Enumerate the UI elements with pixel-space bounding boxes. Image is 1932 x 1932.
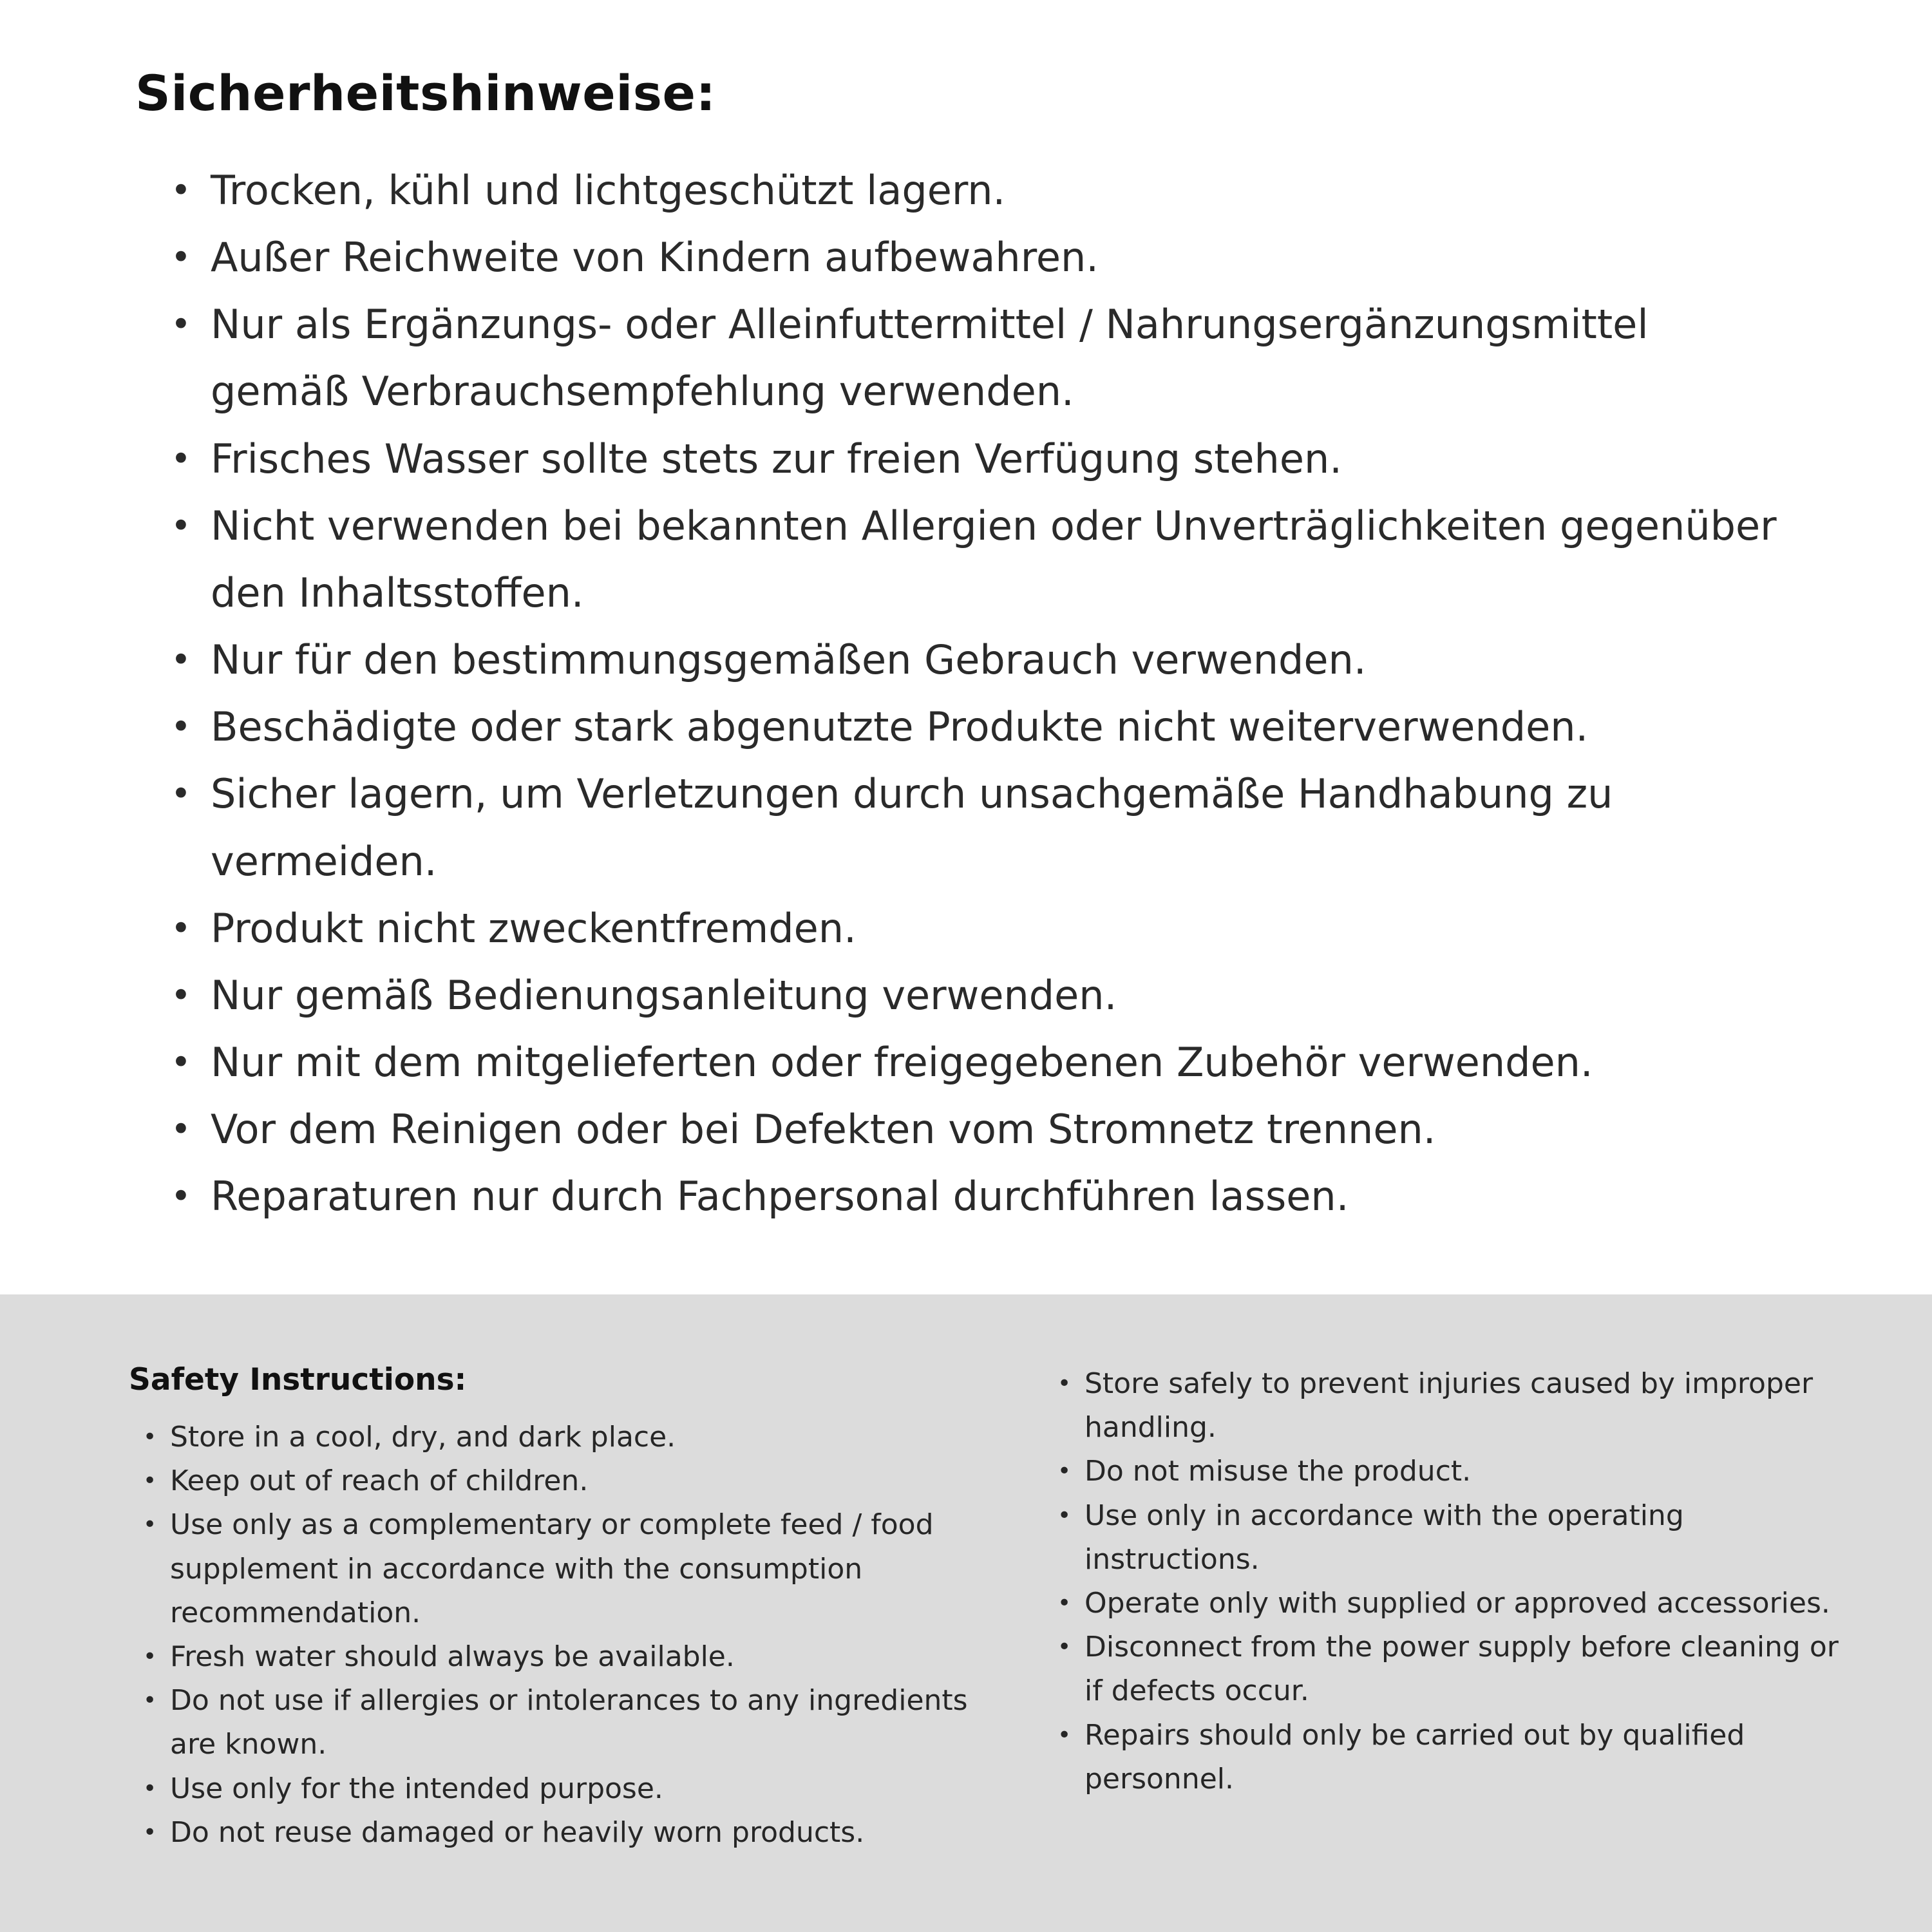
english-section-title: Safety Instructions: — [129, 1362, 467, 1397]
list-item: • Nicht verwenden bei bekannten Allergien oder Unverträglichkeiten gegenüber den Inhaltsstoffen. — [171, 493, 1790, 627]
list-item: • Use only for the intended purpose. — [143, 1767, 985, 1811]
list-item: • Do not reuse damaged or heavily worn products. — [143, 1811, 985, 1855]
german-safety-list — [135, 157, 1790, 1231]
list-item: • Fresh water should always be available. — [143, 1635, 985, 1679]
list-item: • Reparaturen nur durch Fachpersonal durchführen lassen. — [171, 1163, 1790, 1230]
list-item: • Nur gemäß Bedienungsanleitung verwenden. — [171, 962, 1790, 1029]
english-columns — [129, 1362, 1855, 1855]
german-section-title: Sicherheitshinweise: — [135, 64, 716, 122]
list-item: • Disconnect from the power supply before cleaning or if defects occur. — [1057, 1625, 1855, 1713]
list-item: • Use only in accordance with the operating instructions. — [1057, 1494, 1855, 1582]
list-item: • Repairs should only be carried out by qualified personnel. — [1057, 1714, 1855, 1801]
list-item: • Produkt nicht zweckentfremden. — [171, 895, 1790, 962]
list-item: • Keep out of reach of children. — [143, 1459, 985, 1503]
english-left-column — [129, 1362, 985, 1855]
list-item: • Do not use if allergies or intolerances to any ingredients are known. — [143, 1679, 985, 1766]
list-item: • Store in a cool, dry, and dark place. — [143, 1416, 985, 1459]
english-safety-list-right — [1043, 1362, 1855, 1801]
list-item: • Sicher lagern, um Verletzungen durch unsachgemäße Handhabung zu vermeiden. — [171, 761, 1790, 895]
list-item: • Nur als Ergänzungs- oder Alleinfuttermittel / Nahrungsergänzungsmittel gemäß Verbrauchsempfehlung verwenden. — [171, 291, 1790, 425]
list-item: • Operate only with supplied or approved accessories. — [1057, 1582, 1855, 1625]
english-safety-list-left — [129, 1416, 985, 1855]
list-item: • Nur für den bestimmungsgemäßen Gebrauch verwenden. — [171, 627, 1790, 694]
list-item: • Use only as a complementary or complete feed / food supplement in accordance with the consumption recommendation. — [143, 1503, 985, 1635]
list-item: • Nur mit dem mitgelieferten oder freigegebenen Zubehör verwenden. — [171, 1029, 1790, 1096]
list-item: • Do not misuse the product. — [1057, 1450, 1855, 1493]
list-item: • Store safely to prevent injuries caused by improper handling. — [1057, 1362, 1855, 1450]
list-item: • Trocken, kühl und lichtgeschützt lagern. — [171, 157, 1790, 224]
list-item: • Beschädigte oder stark abgenutzte Produkte nicht weiterverwenden. — [171, 694, 1790, 761]
list-item: • Frisches Wasser sollte stets zur freien Verfügung stehen. — [171, 426, 1790, 493]
english-right-column — [1043, 1362, 1855, 1801]
list-item: • Vor dem Reinigen oder bei Defekten vom Stromnetz trennen. — [171, 1096, 1790, 1163]
list-item: • Außer Reichweite von Kindern aufbewahren. — [171, 224, 1790, 291]
english-safety-section — [0, 1294, 1932, 1932]
